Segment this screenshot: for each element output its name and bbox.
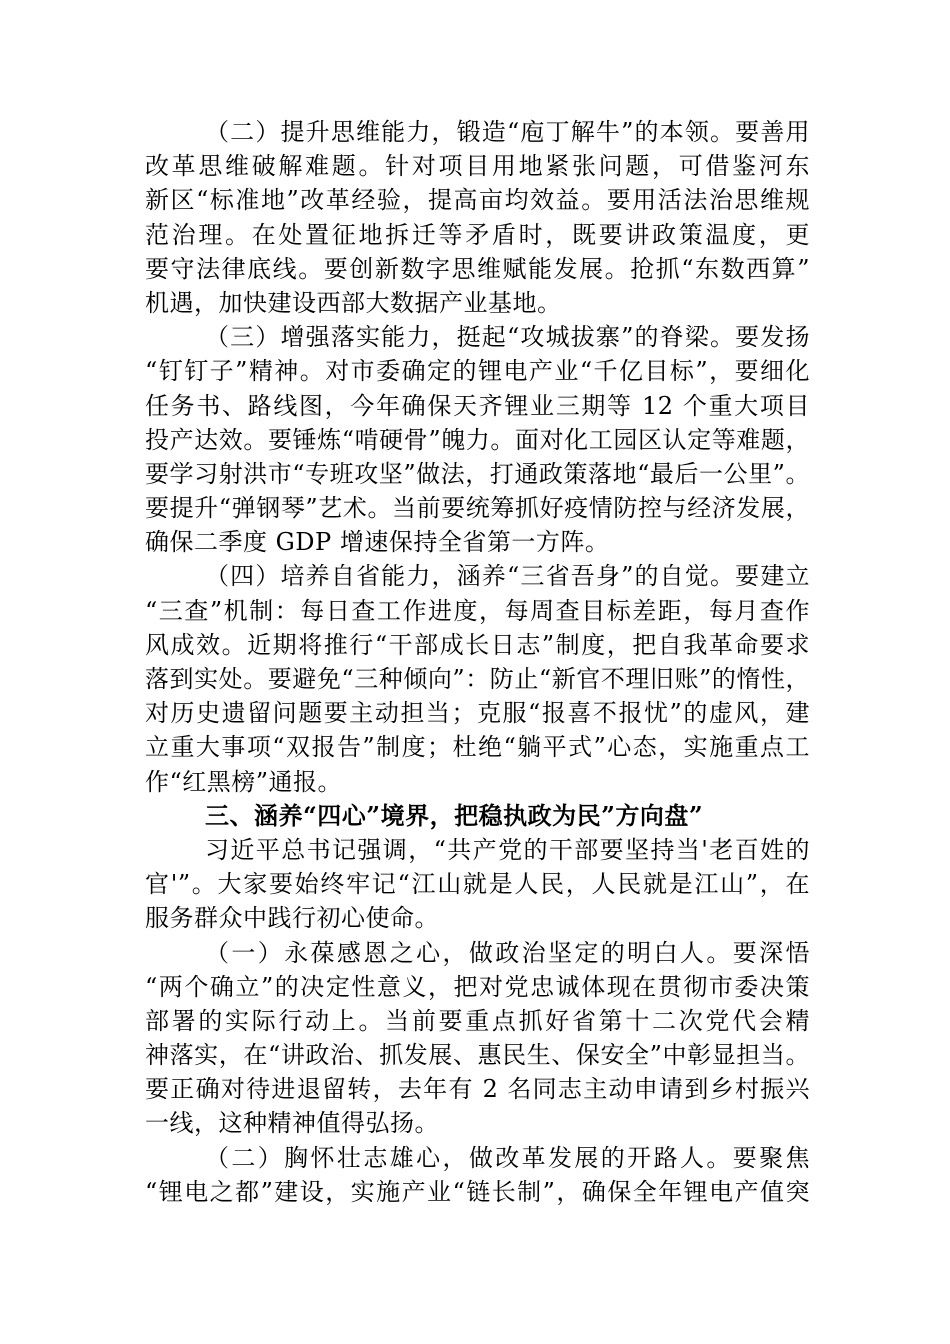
- text-line: （四）培养自省能力，涵养“三省吾身”的自觉。要建立: [205, 562, 810, 591]
- text-line: 作“红黑榜”通报。: [145, 767, 343, 796]
- text-line: 机遇，加快建设西部大数据产业基地。: [145, 288, 562, 317]
- text-line: 要提升“弹钢琴”艺术。当前要统筹抓好疫情防控与经济发展，: [145, 494, 810, 523]
- text-line: （二）提升思维能力，锻造“庖丁解牛”的本领。要善用: [205, 118, 810, 146]
- text-line: “锂电之都”建设，实施产业“链长制”，确保全年锂电产值突: [145, 1177, 810, 1206]
- text-line: 风成效。近期将推行“干部成长日志”制度，把自我革命要求: [145, 630, 810, 659]
- text-line: “钉钉子”精神。对市委确定的锂电产业“千亿目标”，要细化: [145, 357, 810, 386]
- text-line: 确保二季度 GDP 增速保持全省第一方阵。: [145, 528, 610, 557]
- text-line: （二）胸怀壮志雄心，做改革发展的开路人。要聚焦: [205, 1143, 810, 1172]
- text-line: 落到实处。要避免“三种倾向”：防止“新官不理旧账”的惰性，: [145, 665, 810, 693]
- text-line: 服务群众中践行初心使命。: [145, 904, 439, 933]
- text-line: 任务书、路线图，今年确保天齐锂业三期等 12 个重大项目: [145, 391, 810, 420]
- text-line: 神落实，在“讲政治、抓发展、惠民生、保安全”中彰显担当。: [145, 1041, 810, 1070]
- text-line: 要守法律底线。要创新数字思维赋能发展。抢抓“东数西算”: [145, 254, 810, 283]
- text-line: 官'”。大家要始终牢记“江山就是人民，人民就是江山”，在: [145, 870, 810, 899]
- text-line: “三查”机制：每日查工作进度，每周查目标差距，每月查作: [145, 596, 810, 625]
- text-line: 新区“标准地”改革经验，提高亩均效益。要用活法治思维规: [145, 186, 810, 215]
- text-line: 要学习射洪市“专班攻坚”做法，打通政策落地“最后一公里”。: [145, 459, 810, 488]
- section-heading: 三、涵养“四心”境界，把稳执政为民”方向盘”: [205, 800, 704, 830]
- document-page: [145, 115, 810, 1209]
- text-line: 投产达效。要锤炼“啃硬骨”魄力。面对化工园区认定等难题，: [145, 425, 810, 454]
- text-line: 习近平总书记强调，“共产党的干部要坚持当'老百姓的: [205, 835, 810, 864]
- text-line: 范治理。在处置征地拆迁等矛盾时，既要讲政策温度，更: [145, 220, 810, 249]
- text-line: （三）增强落实能力，挺起“攻城拔寨”的脊梁。要发扬: [205, 323, 810, 352]
- text-line: “两个确立”的决定性意义，把对党忠诚体现在贯彻市委决策: [145, 972, 810, 1001]
- text-line: 立重大事项“双报告”制度；杜绝“躺平式”心态，实施重点工: [145, 733, 810, 762]
- text-line: （一）永葆感恩之心，做政治坚定的明白人。要深悟: [205, 938, 810, 967]
- text-line: 对历史遗留问题要主动担当；克服“报喜不报忧”的虚风，建: [145, 699, 810, 728]
- text-line: 部署的实际行动上。当前要重点抓好省第十二次党代会精: [145, 1006, 810, 1035]
- text-line: 改革思维破解难题。针对项目用地紧张问题，可借鉴河东: [145, 152, 810, 181]
- text-line: 要正确对待进退留转，去年有 2 名同志主动申请到乡村振兴: [145, 1075, 810, 1104]
- text-line: 一线，这种精神值得弘扬。: [145, 1109, 439, 1138]
